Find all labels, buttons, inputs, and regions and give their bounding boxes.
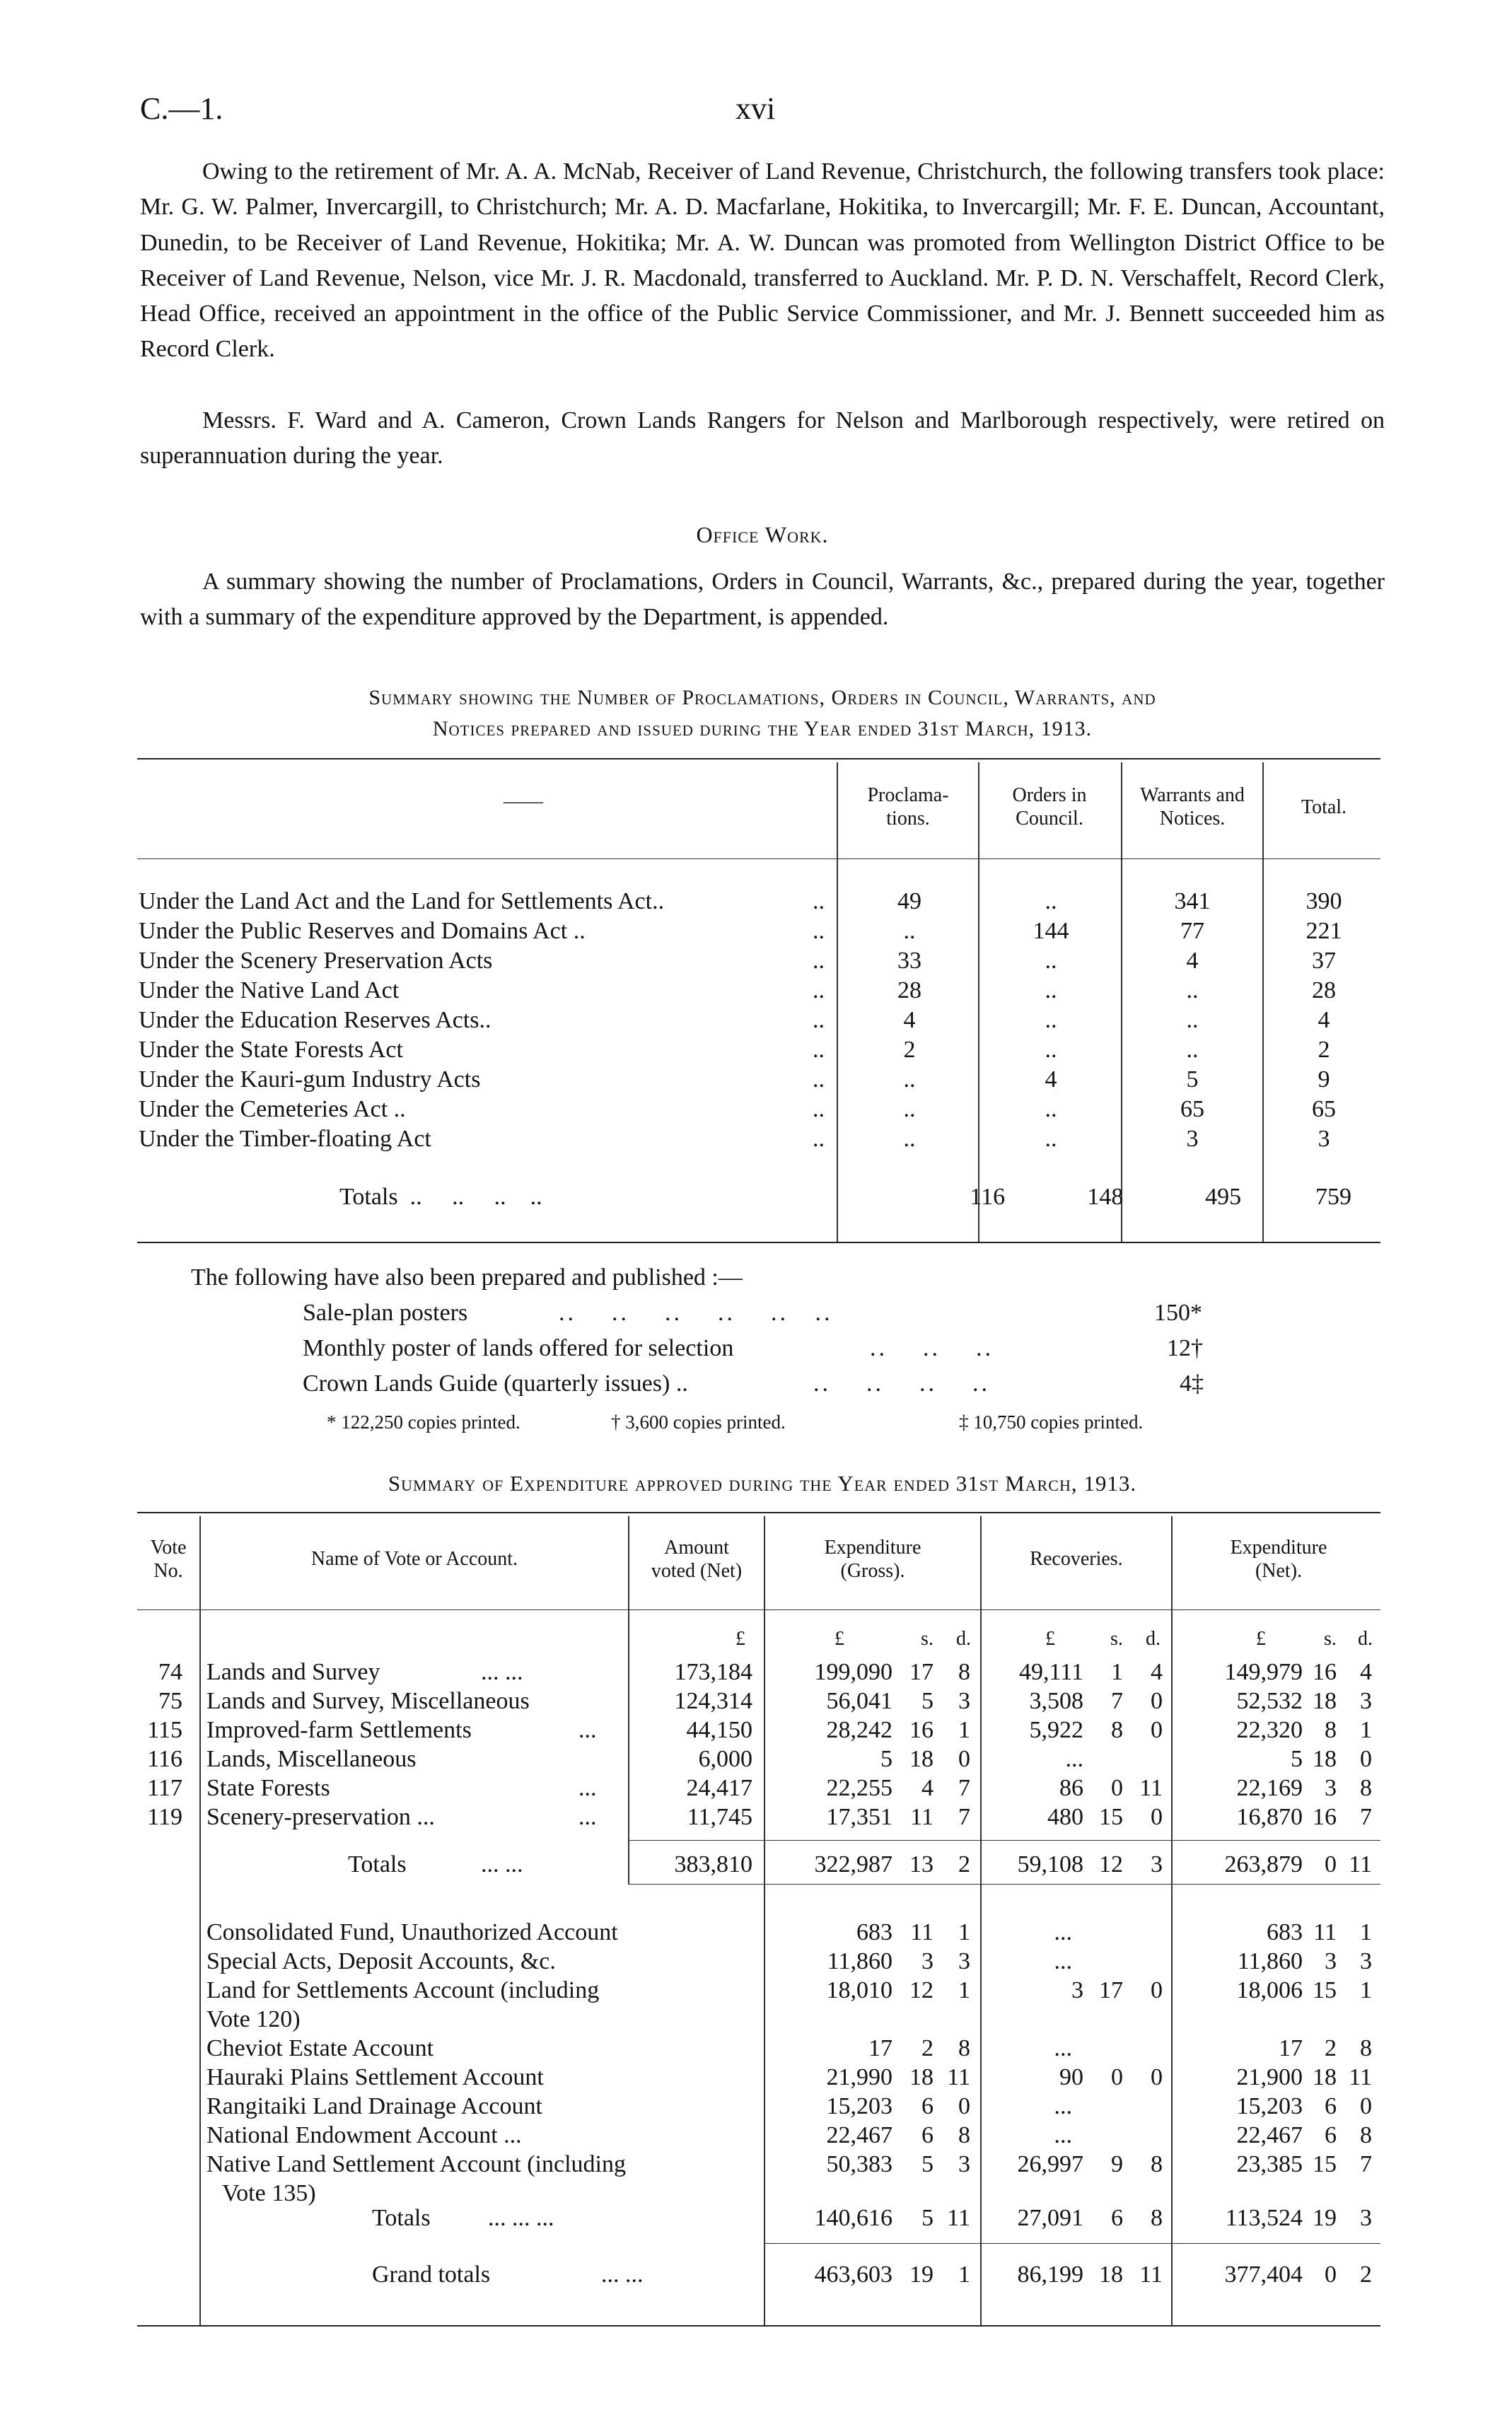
summary1-cell-total: 65 (1312, 1096, 1336, 1122)
unit-shillings: s. (1110, 1628, 1123, 1650)
unit-pence: d. (1358, 1628, 1373, 1650)
account-name: Hauraki Plains Settlement Account (207, 2064, 544, 2090)
summary2-title: Summary of Expenditure approved during the Year ended 31st March, 1913. (388, 1471, 1137, 1496)
amount-pounds: 22,320 (1236, 1717, 1303, 1743)
amount-pounds: 16,870 (1236, 1804, 1303, 1830)
amount-shillings: 18 (1313, 1746, 1337, 1772)
footnote: * 122,250 copies printed. (327, 1411, 521, 1433)
summary1-cell-warrants: .. (1186, 1007, 1199, 1033)
col-head-proclamations: Proclama- tions. (867, 784, 949, 829)
vote-number: 119 (147, 1804, 182, 1830)
amount-shillings: 3 (1325, 1948, 1337, 1974)
amount-pence: 11 (947, 2064, 970, 2090)
amount-pence: 11 (1139, 1775, 1163, 1801)
amount-shillings: 16 (1313, 1804, 1337, 1830)
amount-pence: 0 (1151, 1717, 1163, 1743)
amount-pounds: 23,385 (1236, 2151, 1303, 2177)
amount-shillings: 6 (921, 2093, 934, 2119)
amount-shillings: 17 (1099, 1977, 1123, 2003)
summary1-cell-warrants: .. (1186, 977, 1199, 1003)
footnote: ‡ 10,750 copies printed. (959, 1411, 1144, 1433)
amount-voted: 44,150 (686, 1717, 752, 1743)
amount-pence: 8 (1360, 2122, 1372, 2148)
amount-pence: 3 (1360, 1948, 1372, 1974)
totals-rule (764, 2243, 1380, 2244)
amount-pence: 2 (958, 1851, 970, 1877)
amount-pounds: 49,111 (1019, 1659, 1083, 1685)
totals-orders: 148 (1087, 1184, 1124, 1210)
account-name: Special Acts, Deposit Accounts, &c. (207, 1948, 556, 1974)
summary1-cell-proc: 49 (897, 888, 921, 914)
amount-pence: 1 (958, 1717, 970, 1743)
nil-recoveries: ... (1054, 1948, 1072, 1974)
summary1-cell-label: Under the Public Reserves and Domains Act .. .. (139, 916, 839, 946)
summary1-cell-total: 221 (1305, 918, 1342, 944)
vote-number: 75 (158, 1688, 182, 1714)
summary1-title-line2: Notices prepared and issued during the Year ended 31st March, 1913. (432, 717, 1093, 740)
amount-shillings: 11 (910, 1804, 934, 1830)
leader-dots: ... (578, 1775, 597, 1801)
amount-pence: 0 (1151, 1804, 1163, 1830)
amount-shillings: 19 (909, 2261, 934, 2288)
nil-recoveries: ... (1054, 2122, 1072, 2148)
amount-pence: 3 (1360, 1688, 1372, 1714)
amount-pence: 8 (1151, 2151, 1163, 2177)
retirement-paragraph: Messrs. F. Ward and A. Cameron, Crown Lands Rangers for Nelson and Marlborough respectively, were retired on superannuation during the year. (140, 407, 1385, 470)
amount-pounds: 683 (856, 1919, 892, 1945)
summary1-cell-total: 9 (1318, 1066, 1330, 1093)
col-head-net: Expenditure (Net). (1230, 1537, 1327, 1582)
leader-dots: .. (813, 1037, 825, 1063)
summary1-cell-label: Under the State Forests Act .. (139, 1035, 839, 1065)
amount-pounds: 480 (1047, 1804, 1083, 1830)
vote-number: 115 (147, 1717, 182, 1743)
account-name: Cheviot Estate Account (207, 2035, 434, 2061)
amount-pounds: 463,603 (814, 2261, 892, 2288)
amount-pounds: 15,203 (1236, 2093, 1303, 2119)
leader-dots: ... (578, 1717, 597, 1743)
amount-shillings: 0 (1111, 1775, 1123, 1801)
amount-pounds: 18,010 (826, 1977, 892, 2003)
leader-dots: .. .. .. .. (813, 1370, 990, 1397)
also-prepared-item: Sale-plan posters (303, 1300, 468, 1326)
amount-pence: 0 (1360, 2093, 1372, 2119)
office-work-intro: A summary showing the number of Proclamations, Orders in Council, Warrants, &c., prepared during the year, together with a summary of the expenditure approved by the Department, is appended. (140, 569, 1385, 631)
amount-pounds: 56,041 (826, 1688, 892, 1714)
accounts-totals-label: Totals (372, 2205, 431, 2231)
summary1-cell-label: Under the Timber-floating Act .. (139, 1124, 839, 1154)
also-prepared-item: Monthly poster of lands offered for selection (303, 1335, 734, 1361)
summary1-cell-proc: .. (903, 1096, 916, 1122)
summary1-cell-proc: 33 (897, 948, 921, 974)
amount-shillings: 15 (1313, 2151, 1337, 2177)
summary1-cell-orders: 144 (1033, 918, 1069, 944)
summary1-cell-warrants: 5 (1186, 1066, 1199, 1093)
summary1-title-line1: Summary showing the Number of Proclamations, Orders in Council, Warrants, and (368, 686, 1156, 709)
amount-pence: 8 (958, 2035, 970, 2061)
amount-shillings: 2 (921, 2035, 934, 2061)
amount-shillings: 18 (909, 1746, 934, 1772)
unit-shillings: s. (1324, 1628, 1337, 1650)
summary1-cell-total: 4 (1318, 1007, 1330, 1033)
col-head-total: Total. (1301, 796, 1347, 818)
summary1-cell-total: 28 (1312, 977, 1336, 1003)
amount-shillings: 11 (1313, 1919, 1337, 1945)
page-number: xvi (735, 91, 776, 126)
amount-pence: 8 (958, 2122, 970, 2148)
amount-pounds: 377,404 (1224, 2261, 1303, 2288)
amount-shillings: 4 (921, 1775, 934, 1801)
vote-name: Lands and Survey, Miscellaneous (207, 1688, 530, 1714)
amount-pounds: 28,242 (826, 1717, 892, 1743)
amount-pounds: 18,006 (1236, 1977, 1303, 2003)
amount-pounds: 26,997 (1017, 2151, 1083, 2177)
summary1-cell-orders: .. (1045, 977, 1057, 1003)
amount-shillings: 11 (910, 1919, 934, 1945)
vote-name: Lands and Survey (207, 1659, 380, 1685)
vote-name: State Forests (207, 1775, 330, 1801)
col-head-amount: Amount voted (Net) (651, 1537, 743, 1582)
amount-pounds: 52,532 (1236, 1688, 1303, 1714)
summary1-cell-warrants: 77 (1180, 918, 1204, 944)
document-reference: C.—1. (140, 91, 223, 126)
amount-pounds: 140,616 (814, 2205, 892, 2231)
amount-shillings: 7 (1111, 1688, 1123, 1714)
account-name-cont: Vote 135) (222, 2180, 316, 2206)
amount-pence: 7 (1360, 2151, 1372, 2177)
also-prepared-value: 4‡ (1180, 1370, 1204, 1397)
summary1-cell-label: Under the Scenery Preservation Acts .. (139, 946, 839, 976)
summary1-dash: —— (504, 791, 543, 813)
summary1-cell-warrants: 65 (1180, 1096, 1204, 1122)
amount-pounds: 90 (1059, 2064, 1083, 2090)
staff-changes-paragraph: Owing to the retirement of Mr. A. A. McNab, Receiver of Land Revenue, Christchurch, the following transfers took place: Mr. G. W. Palmer, Invercargill, to Christchurch; Mr. A. D. Macfarlane, Hokitika, to Invercargill; Mr. F. E. Duncan, Accountant, Dunedin, to be Receiver of Land Revenue, Hokitika; Mr. A. W. Duncan was promoted from Wellington District Office to be Receiver of Land Revenue, Nelson, vice Mr. J. R. Macdonald, transferred to Auckland. Mr. P. D. N. Verschaffelt, Record Clerk, Head Office, received an appointment in the office of the Public Service Commissioner, and Mr. J. Bennett succeeded him as Record Clerk. (140, 158, 1385, 363)
totals-proc: 116 (970, 1184, 1006, 1210)
footnote: † 3,600 copies printed. (611, 1411, 786, 1433)
vote-name: Improved-farm Settlements (207, 1717, 472, 1743)
nil-recoveries: ... (1054, 1919, 1072, 1945)
amount-pence: 8 (1360, 1775, 1372, 1801)
unit-pound: £ (735, 1628, 745, 1650)
summary1-cell-label: Under the Kauri-gum Industry Acts .. (139, 1065, 839, 1095)
office-work-heading: Office Work. (696, 522, 829, 547)
amount-pounds: 59,108 (1017, 1851, 1083, 1877)
unit-pound: £ (1256, 1628, 1266, 1650)
leader-dots: .. .. .. (870, 1335, 994, 1361)
leader-dots: ... ... (601, 2261, 644, 2288)
amount-pence: 0 (1151, 1688, 1163, 1714)
amount-pounds: 22,467 (1236, 2122, 1303, 2148)
amount-pounds: 22,169 (1236, 1775, 1303, 1801)
also-prepared-intro: The following have also been prepared and published :— (191, 1264, 743, 1291)
amount-shillings: 2 (1325, 2035, 1337, 2061)
amount-pence: 3 (958, 2151, 970, 2177)
amount-pounds: 17 (868, 2035, 892, 2061)
leader-dots: .. (813, 918, 825, 944)
amount-pence: 3 (1151, 1851, 1163, 1877)
amount-pence: 4 (1360, 1659, 1372, 1685)
amount-shillings: 6 (1325, 2122, 1337, 2148)
amount-shillings: 0 (1325, 2261, 1337, 2288)
amount-pounds: 15,203 (826, 2093, 892, 2119)
amount-shillings: 6 (1325, 2093, 1337, 2119)
col-head-name: Name of Vote or Account. (310, 1548, 518, 1570)
amount-shillings: 18 (1099, 2261, 1123, 2288)
amount-pence: 7 (958, 1775, 970, 1801)
amount-pounds: 3 (1071, 1977, 1083, 2003)
amount-shillings: 3 (921, 1948, 934, 1974)
summary1-cell-orders: 4 (1045, 1066, 1057, 1093)
amount-pounds: 5 (1291, 1746, 1303, 1772)
amount-shillings: 9 (1111, 2151, 1123, 2177)
amount-pence: 1 (1360, 1919, 1372, 1945)
summary1-cell-total: 37 (1312, 948, 1336, 974)
also-prepared-value: 150* (1154, 1300, 1202, 1326)
amount-pounds: 199,090 (814, 1659, 892, 1685)
unit-pence: d. (1146, 1628, 1161, 1650)
summary1-cell-orders: .. (1045, 1126, 1057, 1152)
summary1-cell-total: 3 (1318, 1126, 1330, 1152)
unit-pound: £ (1045, 1628, 1055, 1650)
amount-pounds: 263,879 (1224, 1851, 1303, 1877)
col-head-vote: Vote No. (150, 1537, 187, 1582)
account-name: Native Land Settlement Account (including (207, 2151, 626, 2177)
amount-pounds: 21,900 (1236, 2064, 1303, 2090)
leader-dots: .. (813, 1066, 825, 1093)
amount-voted: 24,417 (686, 1775, 752, 1801)
summary1-cell-orders: .. (1045, 888, 1057, 914)
totals-warrants: 495 (1205, 1184, 1242, 1210)
summary1-cell-label: Under the Education Reserves Acts.. .. (139, 1006, 839, 1035)
summary1-cell-proc: .. (903, 918, 916, 944)
amount-shillings: 17 (909, 1659, 934, 1685)
summary1-cell-label: Under the Native Land Act .. (139, 976, 839, 1006)
amount-shillings: 19 (1313, 2205, 1337, 2231)
amount-pence: 7 (1360, 1804, 1372, 1830)
leader-dots: .. (813, 1007, 825, 1033)
amount-shillings: 16 (1313, 1659, 1337, 1685)
nil-recoveries: ... (1054, 2035, 1072, 2061)
unit-pence: d. (956, 1628, 971, 1650)
summary1-cell-label: Under the Cemeteries Act .. .. (139, 1095, 839, 1124)
amount-shillings: 3 (1325, 1775, 1337, 1801)
amount-voted: 124,314 (674, 1688, 752, 1714)
amount-shillings: 6 (1111, 2205, 1123, 2231)
leader-dots: .. (813, 1096, 825, 1122)
summary1-cell-orders: .. (1045, 1037, 1057, 1063)
amount-pence: 1 (958, 2261, 970, 2288)
col-head-recoveries: Recoveries. (1030, 1548, 1123, 1570)
amount-shillings: 0 (1325, 1851, 1337, 1877)
amount-voted: 11,745 (687, 1804, 752, 1830)
amount-pounds: 50,383 (826, 2151, 892, 2177)
col-head-warrants: Warrants and Notices. (1140, 784, 1245, 829)
amount-pounds: 683 (1267, 1919, 1303, 1945)
amount-pence: 3 (958, 1688, 970, 1714)
vote-number: 74 (158, 1659, 182, 1685)
summary1-cell-orders: .. (1045, 948, 1057, 974)
amount-pence: 3 (958, 1948, 970, 1974)
summary1-cell-proc: 4 (903, 1007, 916, 1033)
amount-pounds: 17 (1279, 2035, 1303, 2061)
amount-pence: 0 (1151, 2064, 1163, 2090)
amount-pounds: 11,860 (827, 1948, 892, 1974)
amount-shillings: 0 (1111, 2064, 1123, 2090)
account-name: National Endowment Account ... (207, 2122, 522, 2148)
amount-voted: 173,184 (674, 1659, 752, 1685)
account-name: Land for Settlements Account (including (207, 1977, 600, 2003)
leader-dots: .. (813, 888, 825, 914)
summary1-cell-label: Under the Land Act and the Land for Settlements Act.. .. (139, 887, 839, 916)
amount-pounds: ... (1065, 1746, 1083, 1772)
amount-shillings: 13 (909, 1851, 934, 1877)
amount-pounds: 86,199 (1017, 2261, 1083, 2288)
nil-recoveries: ... (1054, 2093, 1072, 2119)
amount-pounds: 22,467 (826, 2122, 892, 2148)
summary1-cell-proc: 28 (897, 977, 921, 1003)
amount-pounds: 3,508 (1029, 1688, 1083, 1714)
amount-shillings: 15 (1099, 1804, 1123, 1830)
vote-name: Scenery-preservation ... (207, 1804, 435, 1830)
summary1-cell-proc: .. (903, 1126, 916, 1152)
amount-pence: 11 (1349, 2064, 1372, 2090)
amount-pounds: 27,091 (1017, 2205, 1083, 2231)
amount-pounds: 17,351 (826, 1804, 892, 1830)
totals-total: 759 (1315, 1184, 1351, 1210)
summary1-cell-proc: .. (903, 1066, 916, 1093)
amount-pounds: 5,922 (1029, 1717, 1083, 1743)
vote-number: 117 (147, 1775, 182, 1801)
amount-pounds: 21,990 (826, 2064, 892, 2090)
summary1-cell-warrants: 4 (1186, 948, 1199, 974)
amount-shillings: 16 (909, 1717, 934, 1743)
amount-shillings: 5 (921, 2151, 934, 2177)
amount-pence: 0 (958, 1746, 970, 1772)
grand-totals-label: Grand totals (372, 2261, 491, 2288)
account-name: Consolidated Fund, Unauthorized Account (207, 1919, 618, 1945)
amount-shillings: 12 (909, 1977, 934, 2003)
leader-dots: .. .. .. .. .. .. (559, 1300, 833, 1326)
amount-shillings: 8 (1325, 1717, 1337, 1743)
amount-pence: 11 (947, 2205, 970, 2231)
also-prepared-value: 12† (1167, 1335, 1203, 1361)
also-prepared-item: Crown Lands Guide (quarterly issues) .. (303, 1370, 688, 1397)
amount-shillings: 5 (921, 1688, 934, 1714)
col-head-gross: Expenditure (Gross). (824, 1537, 921, 1582)
amount-pence: 1 (958, 1919, 970, 1945)
leader-dots: ... ... ... (488, 2205, 554, 2231)
totals-rule (628, 1840, 1380, 1841)
totals-label: Totals (348, 1851, 407, 1877)
col-head-orders: Orders in Council. (1012, 784, 1087, 829)
amount-pence: 0 (958, 2093, 970, 2119)
amount-pence: 4 (1151, 1659, 1163, 1685)
summary1-cell-orders: .. (1045, 1096, 1057, 1122)
account-name-cont: Vote 120) (207, 2006, 301, 2032)
totals-label: Totals .. .. .. .. (339, 1184, 542, 1210)
leader-dots: ... ... (481, 1851, 523, 1877)
amount-shillings: 18 (1313, 1688, 1337, 1714)
amount-pence: 1 (1360, 1977, 1372, 2003)
summary1-cell-total: 390 (1305, 888, 1342, 914)
amount-pounds: 322,987 (814, 1851, 892, 1877)
amount-voted: 6,000 (698, 1746, 752, 1772)
amount-pounds: 149,979 (1224, 1659, 1303, 1685)
amount-pence: 3 (1360, 2205, 1372, 2231)
amount-pence: 8 (1360, 2035, 1372, 2061)
amount-shillings: 8 (1111, 1717, 1123, 1743)
amount-pence: 11 (1349, 1851, 1372, 1877)
summary1-cell-warrants: 3 (1186, 1126, 1199, 1152)
amount-pence: 11 (1139, 2261, 1163, 2288)
amount-shillings: 18 (1313, 2064, 1337, 2090)
amount-pence: 0 (1151, 1977, 1163, 2003)
amount-pence: 7 (958, 1804, 970, 1830)
amount-shillings: 15 (1313, 1977, 1337, 2003)
amount-shillings: 1 (1111, 1659, 1123, 1685)
amount-shillings: 12 (1099, 1851, 1123, 1877)
amount-pounds: 22,255 (826, 1775, 892, 1801)
amount-pence: 8 (958, 1659, 970, 1685)
amount-shillings: 5 (921, 2205, 934, 2231)
summary1-cell-warrants: 341 (1174, 888, 1211, 914)
account-name: Rangitaiki Land Drainage Account (207, 2093, 542, 2119)
unit-pound: £ (834, 1628, 844, 1650)
amount-pounds: 11,860 (1237, 1948, 1303, 1974)
amount-pence: 0 (1360, 1746, 1372, 1772)
summary1-cell-total: 2 (1318, 1037, 1330, 1063)
leader-dots: .. (813, 1126, 825, 1152)
amount-shillings: 6 (921, 2122, 934, 2148)
leader-dots: .. (813, 948, 825, 974)
amount-pence: 8 (1151, 2205, 1163, 2231)
amount-pounds: 5 (880, 1746, 892, 1772)
amount-pence: 1 (1360, 1717, 1372, 1743)
vote-number: 116 (147, 1746, 182, 1772)
leader-dots: .. (813, 977, 825, 1003)
totals-amount: 383,810 (674, 1851, 752, 1877)
amount-pounds: 86 (1059, 1775, 1083, 1801)
summary1-cell-orders: .. (1045, 1007, 1057, 1033)
unit-shillings: s. (921, 1628, 934, 1650)
amount-shillings: 18 (909, 2064, 934, 2090)
leader-dots: ... ... (481, 1659, 523, 1685)
vote-name: Lands, Miscellaneous (207, 1746, 417, 1772)
amount-pence: 1 (958, 1977, 970, 2003)
amount-pence: 2 (1360, 2261, 1372, 2288)
totals-rule (628, 1884, 1380, 1885)
leader-dots: ... (578, 1804, 597, 1830)
summary1-cell-warrants: .. (1186, 1037, 1199, 1063)
amount-pounds: 113,524 (1225, 2205, 1303, 2231)
summary1-cell-proc: 2 (903, 1037, 916, 1063)
